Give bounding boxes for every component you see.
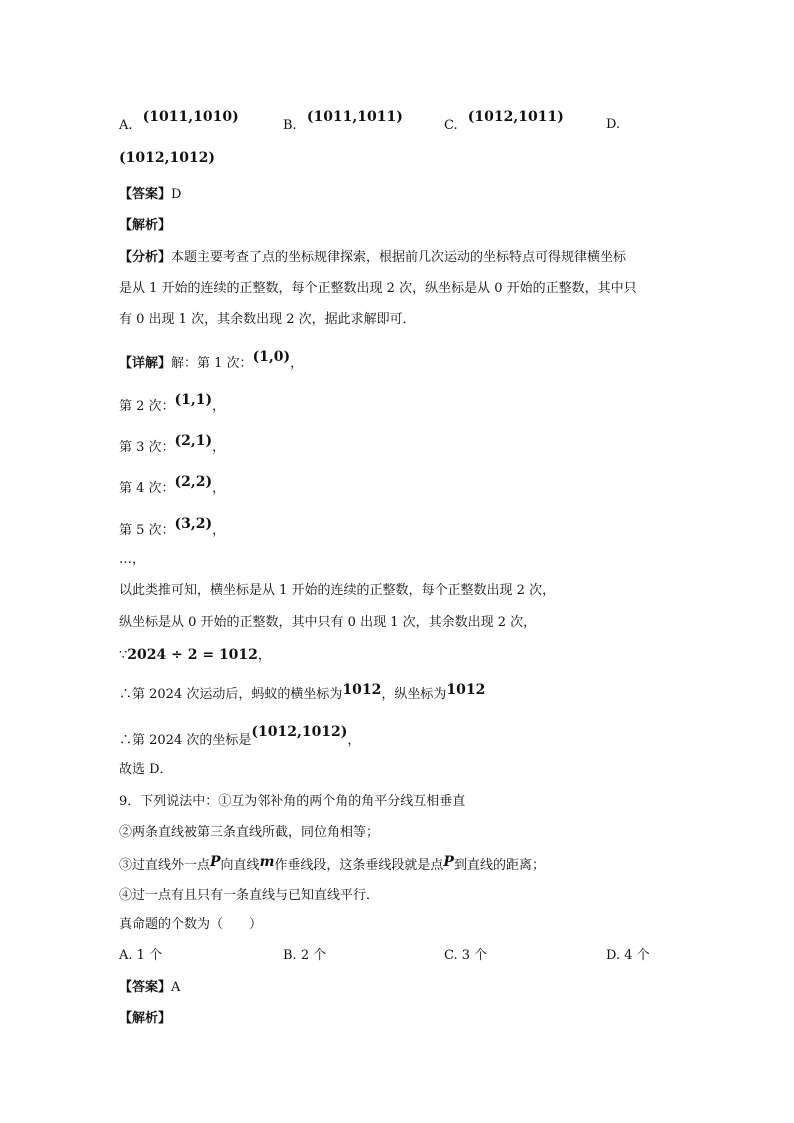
option-d: D. (606, 117, 621, 132)
step-2: 第 2 次：(1,1)， (119, 392, 226, 414)
q9-option-b: B. 2 个 (283, 948, 327, 963)
ellipsis-line: …， (119, 552, 146, 567)
option-c: C. (1012,1011) (444, 109, 564, 133)
because-line: ∵2024 ÷ 2 = 1012， (119, 647, 271, 663)
q9-question: 真命题的个数为（ ） (119, 917, 263, 932)
step-2-math: (1,1) (174, 392, 213, 408)
step-4: 第 4 次：(2,2)， (119, 474, 226, 496)
q9-answer-line: 【答案】A (119, 980, 181, 995)
infer-line-1: 以此类推可知，横坐标是从 1 开始的连续的正整数，每个正整数出现 2 次， (119, 583, 556, 598)
step-1: 【详解】解：第 1 次：(1,0)， (119, 349, 304, 371)
q9-statement-2: ②两条直线被第三条直线所截，同位角相等； (119, 825, 380, 840)
option-a: A. (1011,1010) (119, 109, 239, 133)
option-d-math: (1012,1012) (119, 150, 216, 166)
therefore-line-2: ∴第 2024 次的坐标是(1012,1012)， (119, 724, 361, 748)
option-b-math: (1011,1011) (306, 109, 403, 125)
q9-stem: 9．下列说法中：①互为邻补角的两个角的角平分线互相垂直 (119, 794, 466, 809)
step-5-math: (3,2) (174, 516, 213, 532)
step-3: 第 3 次：(2,1)， (119, 433, 226, 455)
final-coordinate-math: (1012,1012) (251, 724, 348, 740)
q9-statement-3: ③过直线外一点P向直线m作垂线段，这条垂线段就是点P到直线的距离； (119, 854, 545, 873)
q9-analysis-heading: 【解析】 (119, 1011, 172, 1026)
step-4-math: (2,2) (174, 474, 213, 490)
infer-line-2: 纵坐标是从 0 开始的正整数，其中只有 0 出现 1 次，其余数出现 2 次， (119, 615, 537, 630)
q9-option-c: C. 3 个 (444, 948, 488, 963)
step-1-math: (1,0) (252, 349, 291, 365)
step-3-math: (2,1) (174, 433, 213, 449)
option-a-math: (1011,1010) (142, 109, 239, 125)
answer-line: 【答案】D (119, 187, 182, 202)
option-c-math: (1012,1011) (467, 109, 564, 125)
q9-option-d: D. 4 个 (606, 948, 650, 963)
fenxi-line-1: 【分析】本题主要考查了点的坐标规律探索，根据前几次运动的坐标特点可得规律横坐标 (119, 250, 627, 265)
analysis-heading: 【解析】 (119, 218, 172, 233)
step-5: 第 5 次：(3,2)， (119, 516, 226, 538)
because-math: 2024 ÷ 2 = 1012 (127, 647, 258, 663)
fenxi-line-2: 是从 1 开始的连续的正整数，每个正整数出现 2 次，纵坐标是从 0 开始的正整数，其中只 (119, 281, 637, 296)
q9-option-a: A. 1 个 (119, 948, 163, 963)
option-b: B. (1011,1011) (283, 109, 403, 133)
choose-line: 故选 D． (119, 762, 173, 777)
q9-statement-4: ④过一点有且只有一条直线与已知直线平行． (119, 888, 380, 903)
therefore-line-1: ∴第 2024 次运动后，蚂蚁的横坐标为1012，纵坐标为1012 (119, 682, 486, 702)
fenxi-line-3: 有 0 出现 1 次，其余数出现 2 次，据此求解即可． (119, 312, 416, 327)
